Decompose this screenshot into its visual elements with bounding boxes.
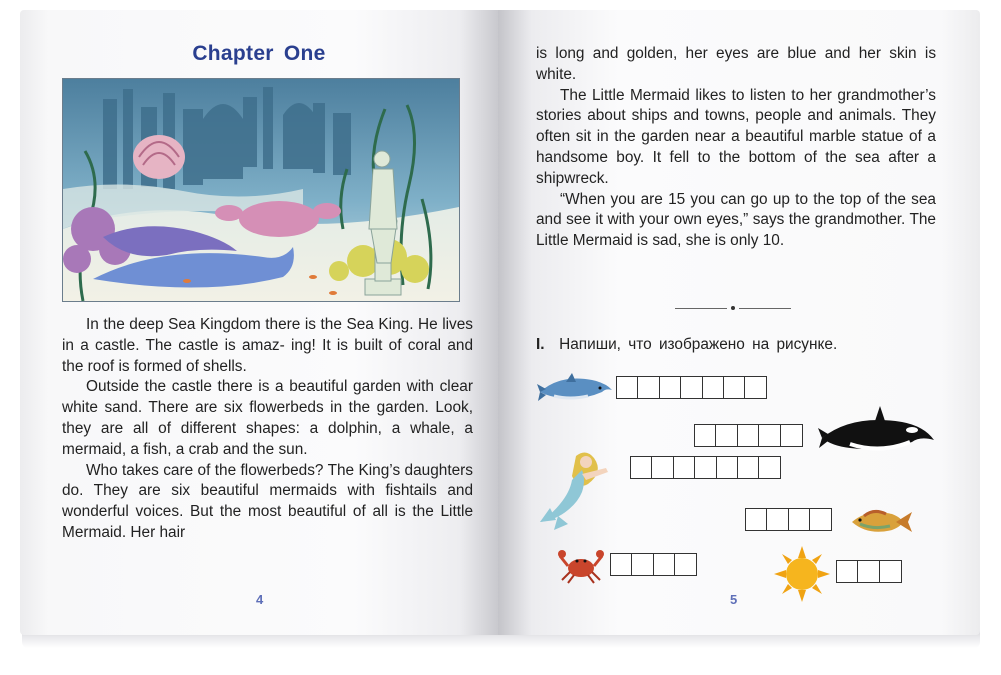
right-page-text bbox=[536, 44, 936, 252]
letter-box[interactable] bbox=[610, 553, 633, 576]
page-number: 5 bbox=[730, 592, 738, 607]
letter-box[interactable] bbox=[651, 456, 674, 479]
letter-box[interactable] bbox=[745, 508, 768, 531]
answer-boxes-dolphin[interactable] bbox=[616, 376, 767, 399]
letter-box[interactable] bbox=[744, 376, 767, 399]
answer-boxes-crab[interactable] bbox=[610, 553, 697, 576]
letter-box[interactable] bbox=[694, 424, 717, 447]
left-page-text bbox=[62, 315, 473, 544]
letter-box[interactable] bbox=[637, 376, 660, 399]
paragraph: The Little Mermaid likes to listen to her grandmother’s stories about ships and towns, people and animals. They often sit in the garden near a beautiful marble statue of a handsome boy. It fell to the bottom of the sea after a shipwreck. bbox=[536, 86, 936, 187]
letter-box[interactable] bbox=[758, 424, 781, 447]
letter-box[interactable] bbox=[737, 456, 760, 479]
letter-box[interactable] bbox=[836, 560, 859, 583]
letter-box[interactable] bbox=[809, 508, 832, 531]
letter-box[interactable] bbox=[715, 424, 738, 447]
paragraph: In the deep Sea Kingdom there is the Sea King. He lives in a castle. The castle is amaz- ing! It is built of coral and the roof is formed of shells. bbox=[62, 316, 474, 375]
paragraph: Outside the castle there is a beautiful garden with clear white sand. There are six flowerbeds in the garden. Look, they are all of different shapes: a dolphin, a whale, a mermaid, a fish, a crab and the sun. bbox=[62, 378, 473, 458]
sun-icon bbox=[774, 546, 830, 607]
fish-icon bbox=[846, 504, 914, 543]
section-divider bbox=[675, 301, 793, 315]
whale-icon bbox=[816, 404, 938, 465]
exercise-text: Напиши, что изображено на рисунке. bbox=[559, 336, 838, 353]
exercise-instruction bbox=[536, 336, 837, 354]
letter-box[interactable] bbox=[673, 456, 696, 479]
paragraph: “When you are 15 you can go up to the top of the sea and see it with your own eyes,” says the grandmother. The Little Mermaid is sad, she is only 10. bbox=[536, 190, 936, 250]
answer-boxes-sun[interactable] bbox=[836, 560, 902, 583]
letter-box[interactable] bbox=[653, 553, 676, 576]
chapter-title: Chapter One bbox=[192, 42, 326, 65]
letter-box[interactable] bbox=[857, 560, 880, 583]
letter-box[interactable] bbox=[766, 508, 789, 531]
letter-box[interactable] bbox=[879, 560, 902, 583]
answer-boxes-whale[interactable] bbox=[694, 424, 803, 447]
right-page bbox=[498, 10, 980, 635]
letter-box[interactable] bbox=[716, 456, 739, 479]
letter-box[interactable] bbox=[630, 456, 653, 479]
letter-box[interactable] bbox=[631, 553, 654, 576]
letter-box[interactable] bbox=[694, 456, 717, 479]
letter-box[interactable] bbox=[674, 553, 697, 576]
letter-box[interactable] bbox=[723, 376, 746, 399]
letter-box[interactable] bbox=[758, 456, 781, 479]
page-number: 4 bbox=[256, 592, 264, 607]
underwater-sea-kingdom-illustration bbox=[62, 78, 460, 302]
dolphin-icon bbox=[536, 370, 616, 415]
letter-box[interactable] bbox=[788, 508, 811, 531]
letter-box[interactable] bbox=[680, 376, 703, 399]
letter-box[interactable] bbox=[780, 424, 803, 447]
answer-boxes-mermaid[interactable] bbox=[630, 456, 781, 479]
letter-box[interactable] bbox=[659, 376, 682, 399]
crab-icon bbox=[558, 544, 604, 589]
answer-boxes-fish[interactable] bbox=[745, 508, 832, 531]
letter-box[interactable] bbox=[737, 424, 760, 447]
left-page bbox=[20, 10, 498, 635]
mermaid-icon bbox=[536, 446, 632, 541]
paragraph: is long and golden, her eyes are blue and her skin is white. bbox=[536, 45, 937, 83]
letter-box[interactable] bbox=[702, 376, 725, 399]
letter-box[interactable] bbox=[616, 376, 639, 399]
paragraph: Who takes care of the flowerbeds? The King’s daughters do. They are six beautiful mermaids with fishtails and wonderful voices. But the most beautiful of all is the Little Mermaid. Her hair bbox=[62, 461, 474, 541]
exercise-number: I. bbox=[536, 336, 545, 353]
